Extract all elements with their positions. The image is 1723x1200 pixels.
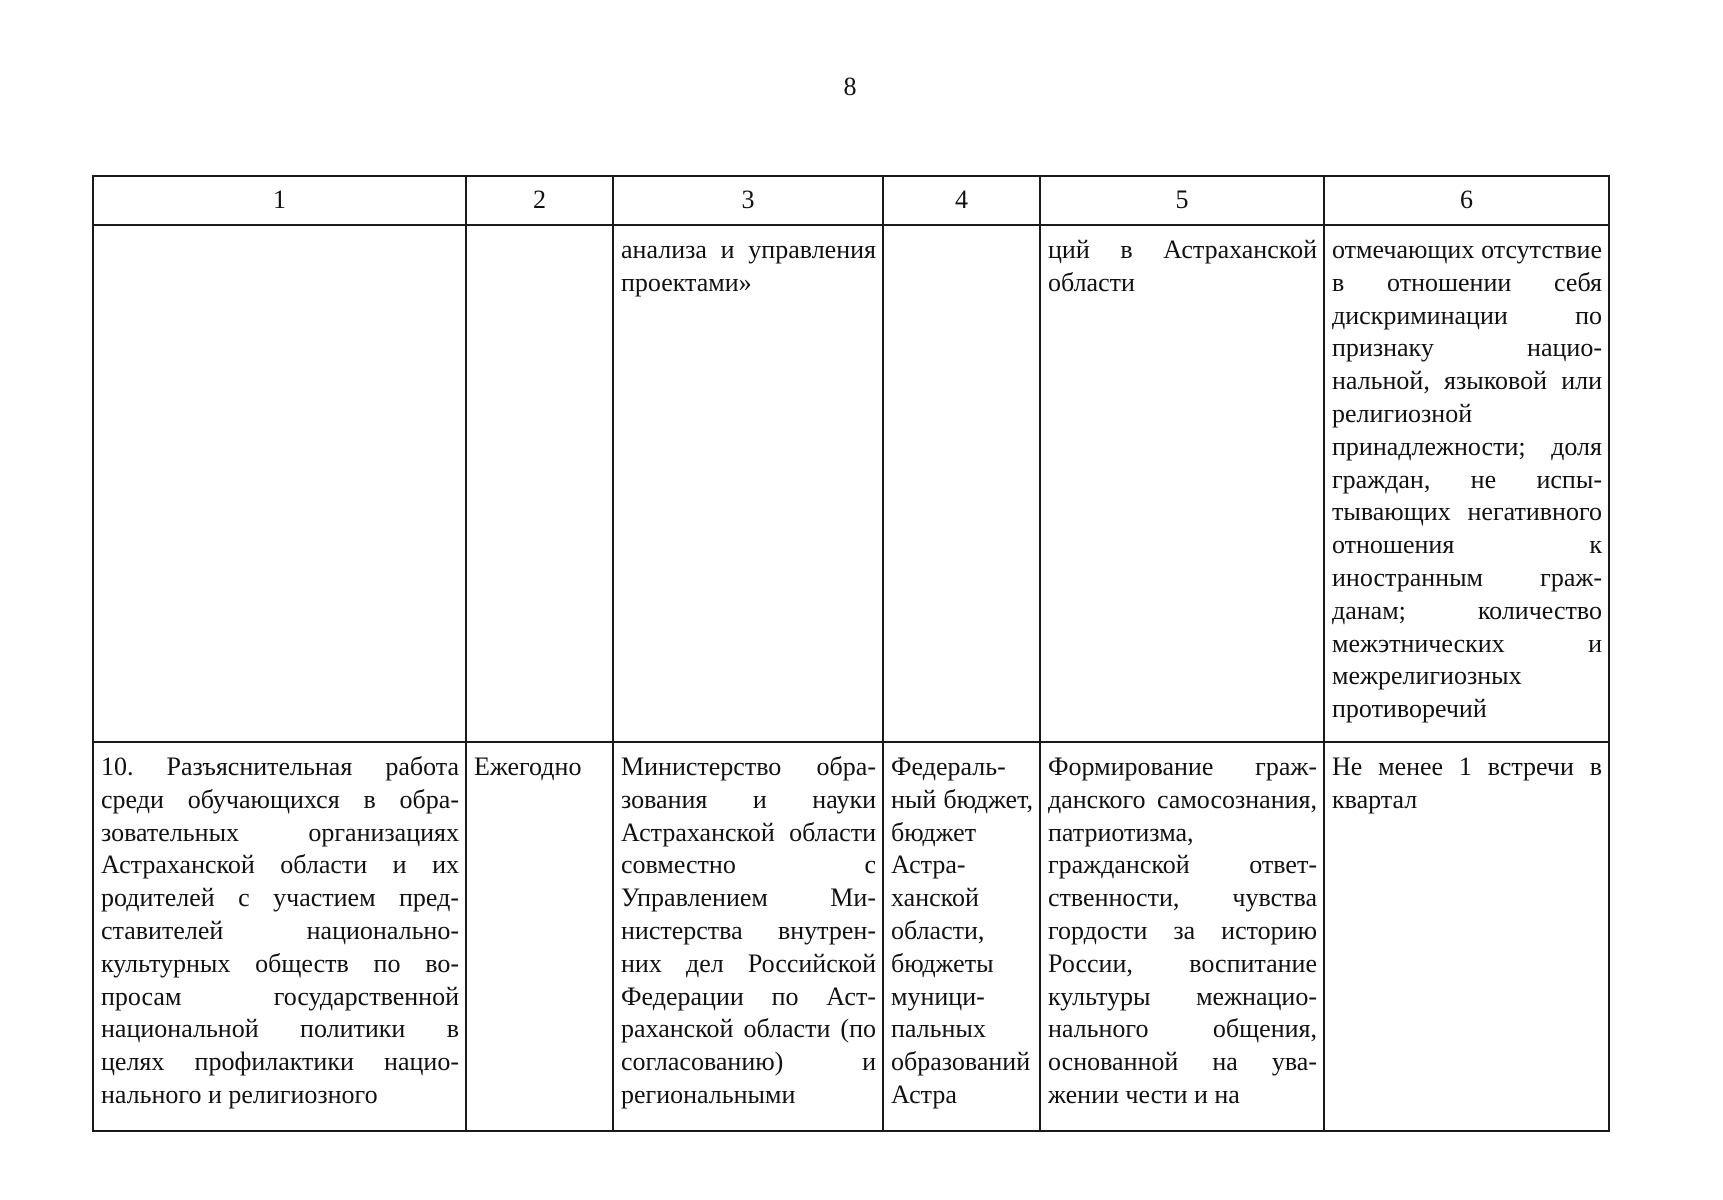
table-row <box>93 225 1609 742</box>
table-cell-term <box>466 225 613 742</box>
table-cell-indicator: отмечающих отсутствие в отношении себя дискриминации по признаку национальной, языковой или религиозной принадлежности; доля граждан, не испытывающих негативного отношения к иностранным гражданам; количество межэтнических и межрелигиозных противоречий <box>1324 225 1609 742</box>
table-row <box>93 742 1609 1131</box>
column-header-5: 5 <box>1040 176 1324 225</box>
column-header-1: 1 <box>93 176 466 225</box>
table-cell-term: Ежегодно <box>466 742 613 1131</box>
table-cell-measure: 10. Разъяснительная работа среди обучающихся в образовательных организациях Астраханской области и их родителей с участием представителей национально-культурных обществ по вопросам государственной национальной политики в целях профилактики национального и религиозного <box>93 742 466 1131</box>
page-number: 8 <box>843 72 857 101</box>
measures-table <box>92 175 1610 1132</box>
table-cell-result: ций в Астраханской области <box>1040 225 1324 742</box>
column-header-6: 6 <box>1324 176 1609 225</box>
table-header-row <box>93 176 1609 225</box>
column-header-2: 2 <box>466 176 613 225</box>
table-cell-result: Формирование гражданского самосознания, патриотизма, гражданской ответственности, чувства гордости за историю России, воспитание культуры межнационального общения, основанной на уважении чести и на <box>1040 742 1324 1131</box>
table-cell-executor: Министерство образования и науки Астраханской области совместно с Управлением Министерства внутренних дел Российской Федерации по Астраханской области (по согласованию) и региональными <box>613 742 883 1131</box>
table-cell-funding <box>883 225 1040 742</box>
column-header-3: 3 <box>613 176 883 225</box>
table-cell-measure <box>93 225 466 742</box>
column-header-4: 4 <box>883 176 1040 225</box>
table-cell-indicator: Не менее 1 встречи в квартал <box>1324 742 1609 1131</box>
table-cell-executor: анализа и управления проектами» <box>613 225 883 742</box>
table-cell-funding: Федеральный бюджет, бюджет Астраханской области, бюджеты муниципальных образований Астра <box>883 742 1040 1131</box>
